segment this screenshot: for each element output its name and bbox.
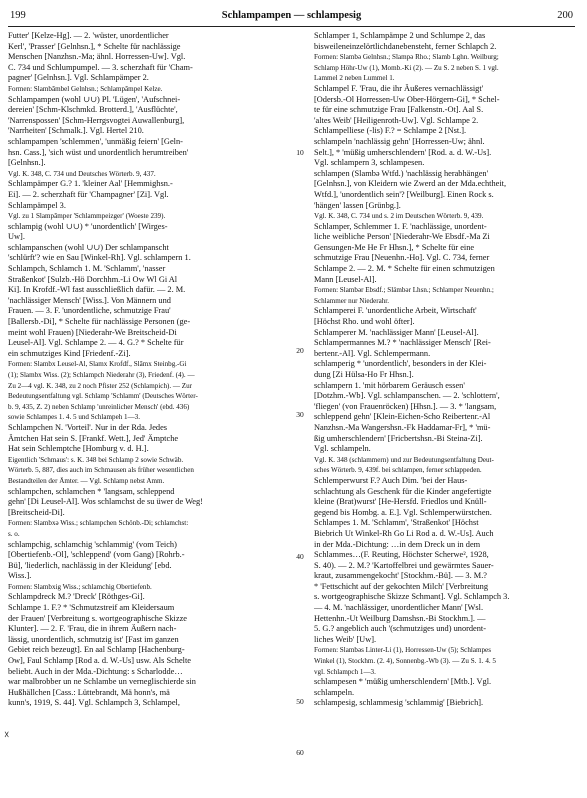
text-line: bisweileneinzelörtlichdanebensteht, ferner Schlapch 2. — [314, 41, 497, 51]
text-line: Gebiet reich bezeugt]. En aal Schlamp [Hachenburg- — [8, 645, 185, 655]
text-line: S. 40). — 2. M.? 'Kartoffelbrei und gewärmtes Sauer- — [314, 560, 494, 570]
text-line: * 'Fettschicht auf der gekochten Milch' [Verbreitung — [314, 581, 488, 591]
right-column — [314, 31, 580, 791]
text-line: Hat sein Schlemptche [Homburg v. d. H.]. — [8, 444, 149, 454]
text-line: schlampesen * 'müßig umherschlendern' [Mtb.]. Vgl. — [314, 677, 492, 687]
text-line: Schlamper 1, Schlampämpe 2 und Schlumpe 2, das — [314, 31, 486, 40]
text-line: Schlampe 1. F.? * 'Schmutzstreif am Kleidersaum — [8, 603, 175, 613]
text-line: schlampen (Slambə Wtfd.) 'nachlässig herabhängen' — [314, 168, 489, 178]
text-line: Schlampdreck M.? 'Dreck' [Röthges-Gi]. — [8, 592, 145, 602]
text-line: Formen: Slambxig Wiss.; schlamchig Obertiefenb. — [8, 582, 152, 591]
text-line: kunn's, 1919, S. 44]. Vgl. Schlampch 3, Schlampel, — [8, 698, 180, 708]
text-line: schlampchen, schlamchen * 'langsam, schleppend — [8, 486, 175, 496]
left-column — [8, 31, 274, 791]
text-line: [Odersb.-Ol Horressen-Uw Ober-Hörgern-Gi], * Schel- — [314, 94, 500, 104]
text-line: 'Narrheiten' [Schmalk.]. Vgl. Hertel 210. — [8, 126, 144, 136]
page-number-right: 200 — [557, 10, 573, 21]
text-line: Ki]. In Krofdf.-Wl fast ausschließlich dafür. — 2. M. — [8, 285, 186, 295]
text-line: Formen: Slambāmbel Gelnhsn.; Schlampāmpel Kelze. — [8, 84, 163, 93]
text-line: ßig umherschlendern' [Fricbertshsn.-Bi Steina-Zi]. — [314, 433, 483, 443]
text-line: war malbrobber un ne Schlambe un verneglischierde sin — [8, 677, 196, 687]
text-line: Bedeutungsentfaltung vgl. Schlamp 'Schlamm' (Deutsches Wörter- — [8, 392, 198, 401]
text-line: Schlampermannes M.? * 'nachlässiger Mensch' [Rei- — [314, 338, 491, 348]
text-line: b. 9, 435, Z. 2) neben Schlamp 'unreinlicher Mensch' (ebd. 436) — [8, 402, 190, 411]
text-line: Biebrich Ut Winkel-Rh Go Li Rod a. d. W.-Us]. Auch — [314, 528, 494, 538]
text-line: Wörterb. 5, 887, dies auch im Schmausen als früher wesentlichen — [8, 466, 194, 475]
text-line: Futter' [Kelze-Hg]. — 2. 'wüster, unordentlicher — [8, 31, 169, 40]
text-line: 'hängen' lassen [Grünbg.]. — [314, 200, 401, 210]
text-line: Winkel (1), Stockhm. (2. 4), Sonnenbg.-Wb (3). — Zu S. 1. 4. 5 — [314, 657, 496, 666]
running-header — [10, 10, 573, 24]
text-line: Ow], Faul Schlamp [Rod a. d. W.-Us] usw. Als Schelte — [8, 656, 192, 666]
text-line: [Gelnhsn.]. — [8, 158, 46, 168]
text-line: 'altes Weib' [Heiligenroth-Uw]. Vgl. Schlampe 2. — [314, 115, 479, 125]
text-line: Vgl. schlampeln. — [314, 444, 371, 454]
text-line: meint wohl Frauen) [Niederahr-We Breitscheid-Di — [8, 327, 177, 337]
text-line: schlampig (wohl ∪∪) * 'unordentlich' [Wirges- — [8, 221, 168, 231]
text-line: Klunter]. — 2. F. 'Frau, die in ihrem Äußern nach- — [8, 624, 177, 634]
text-line: liche weibliche Person' [Niederahr-We Ebsdf.-Ma Zi — [314, 232, 490, 242]
text-line: schlampesig, schlammesig 'schlammig' [Biebrich]. — [314, 698, 484, 708]
text-line: schlampchig, schlamchig 'schlammig' (vom Teich) — [8, 539, 177, 549]
text-line: Ämtchen Hat sein S. [Frankf. Wett.], Jed' Ämptche — [8, 433, 179, 443]
text-line: 5. G.? angeblich auch '(schmutziges und) unordent- — [314, 624, 487, 634]
text-line: Gensungen-Me He Fr Hhsn.], * Schelte für eine — [314, 242, 475, 252]
text-line: der Frauen' [Verbreitung s. wortgeographische Skizze — [8, 613, 187, 623]
text-line: Selt.], * 'müßig umherschlendern' [Rod. a. d. W.-Us]. — [314, 147, 492, 157]
text-line: dung [Zi Hülsa-Ho Fr Hhsn.]. — [314, 370, 414, 379]
line-number: 10 — [296, 148, 304, 157]
line-number: 60 — [296, 748, 304, 757]
line-number: 30 — [296, 410, 304, 419]
text-line: Formen: Slambxə Wiss.; schlampchen Schönb.-Di; schlamchst: — [8, 519, 189, 528]
text-line: Bü], 'liederlich, nachlässig in der Kleidung' [ebd. — [8, 560, 172, 570]
text-line: Vgl. K. 348, C. 734 und s. 2 im Deutschen Wörterb. 9, 439. — [314, 212, 484, 221]
text-line: Uw]. — [8, 232, 25, 242]
text-line: [Breitscheid-Di]. — [8, 507, 65, 517]
text-line: Formen: Slambər Ebsdf.; Slämbər Lhsn.; Schlamper Neuenhn.; — [314, 286, 494, 295]
text-line: Menschen [Nanzhsn.-Ma; ähnl. Horressen-Uw]. Vgl. — [8, 52, 186, 62]
text-line: schlampeln 'nachlässig gehn' [Horressen-Uw; ähnl. — [314, 136, 485, 146]
text-line: Schlampämpel 3. — [8, 200, 66, 210]
text-line: Hußhällchen [Cass.: Lüttebrandt, Mä honn's, mä — [8, 687, 170, 697]
running-title: Schlampampen — schlampesig — [221, 10, 362, 21]
text-line: 'Narrenspossen' [Schm-Herrgsvogtei Auwallenburg], — [8, 115, 185, 125]
text-line: Schlammes…(F. Reuting, Höchster Scherwe², 1928, — [314, 550, 489, 560]
text-line: Schlampchen N. 'Vorteil'. Nur in der Rda. Jedes — [8, 422, 168, 432]
header-rule — [8, 26, 575, 27]
text-line: Schlampe 2. — 2. M. * Schelte für einen schmutzigen — [314, 264, 495, 274]
text-line: s. wortgeographische Skizze Schmant]. Vgl. Schlampch 3. — [314, 592, 510, 602]
text-line: s. o. — [8, 529, 20, 538]
text-line: Schlemperwurst F.? Auch Dim. 'bei der Haus- — [314, 475, 468, 485]
text-line: schlamperig * 'unordentlich', besonders in der Klei- — [314, 359, 487, 369]
text-line: vgl. Schlampch 1—3. — [314, 667, 376, 676]
text-line: Vgl. K. 348, C. 734 und Deutsches Wörterb. 9, 437. — [8, 169, 156, 178]
text-line: schlampanschen (wohl ∪∪) Der schlampanscht — [8, 242, 169, 252]
text-line: C. 734 und Schlumpumpel. — 3. scherzhaft für 'Cham- — [8, 62, 193, 72]
text-line: Zu 2—4 vgl. K. 348, zu 2 noch Pfister 252 (Schlampich). — Zur — [8, 381, 193, 390]
text-line: Mann [Leusel-Al]. — [314, 274, 377, 284]
text-line: gegend bis Hombg. a. E.]. Vgl. Schlemperwürstchen. — [314, 507, 492, 517]
text-line: [Obertiefenb.-Ol], 'schleppend' (vom Gang) [Rohrb.- — [8, 550, 185, 560]
text-line: bertenr.-Al]. Vgl. Schlempermann. — [314, 348, 431, 358]
text-line: te für eine schmutzige Frau [Falkenstn.-Ot]. Aal S. — [314, 105, 484, 115]
text-line: schlachtung als Geschenk für die Kinder angefertigte — [314, 486, 492, 496]
text-line: Schlampel F. 'Frau, die ihr Äußeres vernachlässigt' — [314, 83, 484, 93]
text-line: Schlampämper G.? 1. 'kleiner Aal' [Hemmighsn.- — [8, 179, 173, 189]
line-number: 50 — [296, 697, 304, 706]
text-line: [Gelnhsn.], von Kleidern wie Zwerd an der Mda.echtheit, — [314, 179, 507, 189]
text-line: 'schlürft'? wie en Sau [Winkel-Rh]. Vgl. schlampern 1. — [8, 253, 191, 263]
text-line: — 4. M. 'nachlässiger, unordentlicher Mann' [Wsl. — [314, 603, 484, 613]
text-line: Formen: Slambə Gelnhsn.; Slampə Rho.; Slamb Lghn. Weilburg; — [314, 53, 499, 62]
text-line: schmutzige Frau [Neuenhn.-Ho]. Vgl. C. 734, ferner — [314, 253, 490, 263]
text-line: Schlamp Höhr-Uw (1), Momb.-Ki (2). — Zu S. 2 neben S. 1 vgl. — [314, 63, 499, 72]
text-line: (1); Slambx Wiss. (2); Schlampch Niederahr (3), Friedenf. (4). — — [8, 371, 195, 379]
line-number: 40 — [296, 552, 304, 561]
text-line: Vgl. K. 348 (schlammern) und zur Bedeutungsentfaltung Deut- — [314, 455, 494, 464]
text-line: Wtfd.], 'unordentlich sein'? [Weilburg]. Einen Rock s. — [314, 189, 494, 199]
text-line: Schlampelliese (-lis) F.? = Schlampe 2 [Nst.]. — [314, 126, 467, 136]
margin-mark: ☓ — [4, 730, 10, 741]
text-line: schlampern 1. 'mit hörbarem Geräusch essen' — [314, 380, 465, 390]
text-line: Lammel 2 neben Lummel 1. — [314, 74, 395, 83]
text-line: dereien' [Schm-Klschmkd. Brotterd.], 'Ausflüchte', — [8, 105, 178, 115]
text-line: kleine (Brat)wurst' [He-Hersfd. Friedlos und Knüll- — [314, 497, 487, 507]
text-line: schlampeln. — [314, 687, 355, 697]
text-line: schlampampen 'schlemmen', 'unmäßig feiern' [Geln- — [8, 136, 183, 146]
text-line: Eigentlich 'Schmaus': s. K. 348 bei Schlamp 2 sowie Schwäb. — [8, 455, 184, 464]
text-line: Nanzhsn.-Ma Wangershsn.-Fk Haddamar-Fr], * 'mü- — [314, 422, 491, 432]
text-line: Leusel-Al]. Vgl. Schlampe 2. — 4. G.? * Schelte für — [8, 338, 184, 348]
text-line: Schlammer nur Niederahr. — [314, 296, 390, 305]
text-line: hsn. Cass.], 'sich wüst und unordentlich herumtreiben' — [8, 147, 189, 157]
text-line: sowie Schlampes 1. 4. 5 und Schlampeh 1—3. — [8, 413, 141, 422]
text-line: liches Weib' [Uw]. — [314, 634, 377, 644]
page-number-left: 199 — [10, 10, 26, 21]
text-line: Wiss.]. — [8, 571, 32, 581]
text-line: gehn' [Di Leusel-Al]. Wos schlamchst de su üwer de Weg! — [8, 497, 203, 507]
text-line: Straßenkot' [Sulzb.-Hö Dorchhm.-Li Ow Wl Gi Al — [8, 274, 178, 284]
text-line: Schlampch, Schlamch 1. M. 'Schlamm', 'nasser — [8, 264, 166, 274]
text-line: Vgl. schlampern 3, schlampesen. — [314, 158, 425, 168]
text-line: Frauen. — 3. F. 'unordentliche, schmutzige Frau' — [8, 306, 171, 316]
text-line: Formen: Slambx Leusel-Al, Slamx Krofdf., Slāmx Steinbg.-Gi — [8, 360, 187, 369]
text-line: beliebt. Auch in der Mda.-Dichtung: s Scharlodde… — [8, 666, 183, 676]
text-line: pagner' [Gelnhsn.]. Vgl. Schlampämper 2. — [8, 73, 149, 83]
text-line: [Dotzhm.-Wb]. Vgl. schlampanschen. — 2. 'schlottern', — [314, 391, 500, 401]
text-line: [Ballersb.-Di], * Schelte für nachlässige Personen (ge- — [8, 317, 191, 327]
text-line: Schlampes 1. M. 'Schlamm', 'Straßenkot' [Höchst — [314, 518, 479, 528]
text-line: Ei]. — 2. scherzhaft für 'Champagner' [Zi]. Vgl. — [8, 189, 169, 199]
text-line: Bestandteilen der Ämter. — Vgl. Schlamp nebst Amm. — [8, 476, 165, 485]
text-line: 'nachlässiger Mensch' [Wiss.]. Von Männern und — [8, 295, 171, 305]
text-line: Formen: Slambəs Linter-Li (1), Horressen-Uw (5); Schlampes — [314, 646, 491, 655]
text-line: lässig, unordentlich, schmutzig ist' [Fast im ganzen — [8, 634, 179, 644]
text-line: Schlamperei F. 'unordentliche Arbeit, Wirtschaft' — [314, 306, 477, 316]
text-line: in der Mda.-Dichtung: …in dem Dreck un in dem — [314, 539, 481, 549]
text-line: sches Wörterb. 9, 439f. bei schlampen, ferner schlappeden. — [314, 466, 482, 475]
text-line: Vgl. zu 1 Slampāmper 'Schlammpeizger' (Woeste 239). — [8, 212, 166, 221]
text-line: 'fliegen' (von Frauenröcken) [Hhsn.]. — 3. * 'langsam, — [314, 401, 497, 411]
text-line: schleppend gehn' [Klein-Eichen-Scho Reibertenr.-Al — [314, 412, 491, 422]
text-line: Hettenhn.-Ut Weilburg Damshsn.-Bi Stockhm.]. — — [314, 613, 486, 623]
text-line: Kerl', 'Prasser' [Gelnhsn.], * Schelte für nachlässige — [8, 41, 181, 51]
line-number: 20 — [296, 346, 304, 355]
text-line: Schlampampen (wohl ∪∪) Pl. 'Lügen', 'Aufschnei- — [8, 94, 181, 104]
text-line: [Höchst Rho. und wohl öfter]. — [314, 317, 415, 327]
text-line: Schlamper, Schlemmer 1. F. 'nachlässige, unordent- — [314, 221, 487, 231]
text-line: kraut, zusammengekocht' [Stockhm.-Bü]. — 3. M.? — [314, 571, 487, 581]
text-line: ein schmutziges Kind [Friedenf.-Zi]. — [8, 348, 131, 358]
text-line: Schlamperer M. 'nachlässiger Mann' [Leusel-Al]. — [314, 327, 479, 337]
